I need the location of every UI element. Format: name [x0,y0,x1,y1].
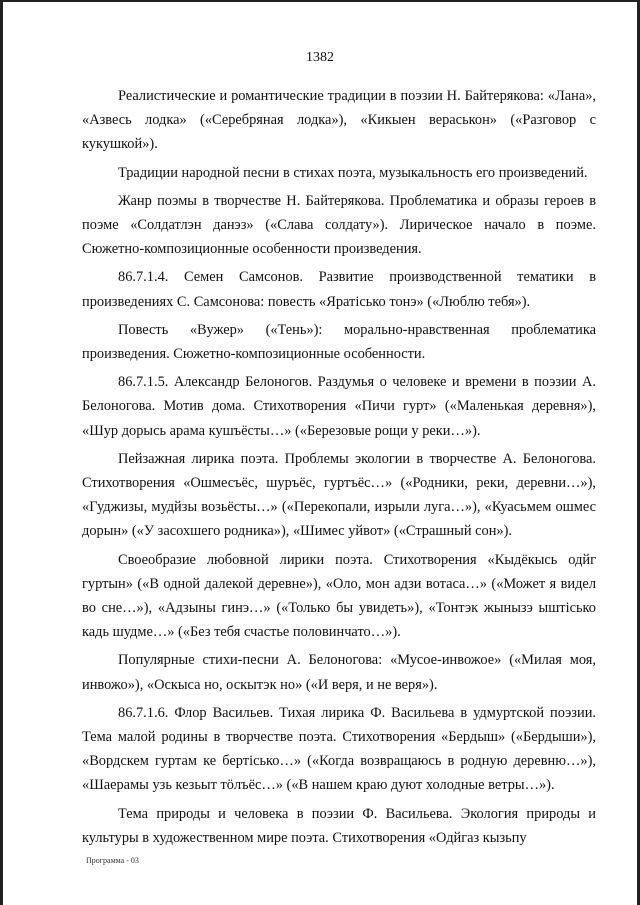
paragraph: 86.7.1.4. Семен Самсонов. Развитие производственной тематики в произведениях С. Самсонова: повесть «Яратiсько тонэ» («Люблю тебя»). [82,269,596,310]
paragraph: Реалистические и романтические традиции в поэзии Н. Байтерякова: «Лана», «Азвесь лодка» («Серебряная лодка»), «Кикыен вераськон» («Разговор с кукушкой»). [82,88,596,153]
paragraph: Жанр поэмы в творчестве Н. Байтерякова. Проблематика и образы героев в поэме «Солдатлэн данэз» («Слава солдату»). Лирическое начало в поэме. Сюжетно-композиционные особенности произведения. [82,192,596,258]
paragraph: 86.7.1.6. Флор Васильев. Тихая лирика Ф. Васильева в удмуртской поэзии. Тема малой родины в творчестве поэта. Стихотворения «Бердыш» («Бердыши»), «Вордскем гуртам ке бертiсько…» («Когда возвращаюсь в родную деревню…»), «Шаерамы узь кезьыт тöлъёс…» («В нашем краю дуют холодные ветры…»). [82,704,596,794]
scan-edge-top [0,0,640,2]
paragraph: Пейзажная лирика поэта. Проблемы экологии в творчестве А. Белоногова. Стихотворения «Ошмесъёс, шуръёс, гуртъёс…» («Родники, реки, деревни…»), «Гуджизы, мудйзы возьёсты…» («Перекопали, изрыли луга…»), «Куасьмем ошмес дорын» («У засохшего родника»), «Шимес уйвот» («Страшный сон»). [82,450,596,540]
body-text [82,84,596,850]
paragraph: Популярные стихи-песни А. Белоногова: «Мусое-инвожое» («Милая моя, инвожо»), «Оскыса но, оскытэк но» («И веря, и не веря»). [82,652,596,693]
paragraph: Своеобразие любовной лирики поэта. Стихотворения «Кыдёкысь одйг гуртын» («В одной далекой деревне»), «Оло, мон адзи вотаса…» («Может я видел во сне…»), «Адзыны гинэ…» («Только бы увидеть»), «Тонтэк жынызэ ыштiсько кадь шудме…» («Без тебя счастье половинчато…»). [82,551,596,641]
paragraph: Традиции народной песни в стихах поэта, музыкальность его произведений. [118,164,588,181]
paragraph: Повесть «Вужер» («Тень»): морально-нравственная проблематика произведения. Сюжетно-композиционные особенности. [82,321,596,363]
paragraph: Тема природы и человека в поэзии Ф. Васильева. Экология природы и культуры в художественном мире поэта. Стихотворения «Одйгаз кызьпу [82,805,596,846]
page-number: 1382 [306,50,334,65]
scan-edge-left [0,0,3,905]
footer-label: Программа - 03 [86,856,139,865]
paragraph: 86.7.1.5. Александр Белоногов. Раздумья о человеке и времени в поэзии А. Белоногова. Мотив дома. Стихотворения «Пичи гурт» («Маленькая деревня»), «Шур дорысь арама кушъёсты…» («Березовые рощи у реки…»). [82,374,596,439]
